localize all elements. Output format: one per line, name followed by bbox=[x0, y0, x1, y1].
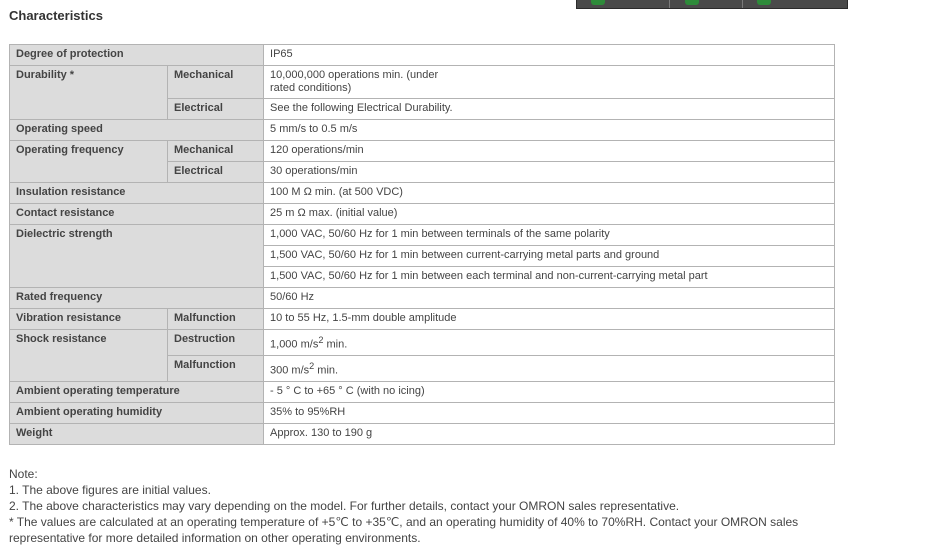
table-row bbox=[10, 183, 835, 204]
value-line: rated conditions) bbox=[270, 82, 352, 94]
note-line: * The values are calculated at an operating temperature of +5℃ to +35℃, and an operating humidity of 40% to 70%RH. Contact your OMRON sales representative for more detailed information on other operating environments. bbox=[9, 515, 799, 545]
row-value bbox=[264, 356, 835, 382]
row-label: Operating frequency bbox=[10, 141, 168, 183]
row-sublabel: Mechanical bbox=[168, 66, 264, 99]
row-value: 50/60 Hz bbox=[264, 288, 835, 309]
row-label: Dielectric strength bbox=[10, 225, 264, 288]
row-value: See the following Electrical Durability. bbox=[264, 99, 835, 120]
row-label: Insulation resistance bbox=[10, 183, 264, 204]
toolbar-icon[interactable] bbox=[685, 0, 699, 5]
row-sublabel: Destruction bbox=[168, 330, 264, 356]
row-value: - 5 ° C to +65 ° C (with no icing) bbox=[264, 382, 835, 403]
row-value: 1,500 VAC, 50/60 Hz for 1 min between each terminal and non-current-carrying metal part bbox=[264, 267, 835, 288]
row-value: 5 mm/s to 0.5 m/s bbox=[264, 120, 835, 141]
row-value: 30 operations/min bbox=[264, 162, 835, 183]
table-row bbox=[10, 403, 835, 424]
value-text: min. bbox=[323, 338, 348, 351]
row-value bbox=[264, 66, 835, 99]
notes-section bbox=[9, 466, 849, 546]
table-row bbox=[10, 141, 835, 162]
row-value: 1,500 VAC, 50/60 Hz for 1 min between current-carrying metal parts and ground bbox=[264, 246, 835, 267]
table-row bbox=[10, 120, 835, 141]
row-value: 25 m Ω max. (initial value) bbox=[264, 204, 835, 225]
value-line: 10,000,000 operations min. (under bbox=[270, 69, 439, 81]
row-sublabel: Electrical bbox=[168, 99, 264, 120]
note-line: 1. The above figures are initial values. bbox=[9, 483, 211, 497]
unit-superscript: 2 bbox=[309, 360, 315, 371]
table-row bbox=[10, 309, 835, 330]
note-line: 2. The above characteristics may vary depending on the model. For further details, contact your OMRON sales representative. bbox=[9, 499, 680, 513]
row-value bbox=[264, 330, 835, 356]
row-sublabel: Mechanical bbox=[168, 141, 264, 162]
unit-superscript: 2 bbox=[318, 334, 324, 345]
row-value: 120 operations/min bbox=[264, 141, 835, 162]
row-label: Vibration resistance bbox=[10, 309, 168, 330]
row-label: Ambient operating temperature bbox=[10, 382, 264, 403]
table-row bbox=[10, 382, 835, 403]
row-label: Rated frequency bbox=[10, 288, 264, 309]
table-row bbox=[10, 66, 835, 99]
row-value: IP65 bbox=[264, 45, 835, 66]
toolbar-icon[interactable] bbox=[757, 0, 771, 5]
toolbar-divider bbox=[669, 0, 670, 8]
row-label: Weight bbox=[10, 424, 264, 445]
row-label: Contact resistance bbox=[10, 204, 264, 225]
value-text: 300 m/s bbox=[270, 364, 310, 377]
table-row bbox=[10, 225, 835, 246]
row-value: 10 to 55 Hz, 1.5-mm double amplitude bbox=[264, 309, 835, 330]
row-value: 1,000 VAC, 50/60 Hz for 1 min between terminals of the same polarity bbox=[264, 225, 835, 246]
table-row bbox=[10, 45, 835, 66]
row-label: Shock resistance bbox=[10, 330, 168, 382]
table-row bbox=[10, 204, 835, 225]
row-sublabel: Malfunction bbox=[168, 356, 264, 382]
value-text: 1,000 m/s bbox=[270, 338, 319, 351]
row-value: 100 M Ω min. (at 500 VDC) bbox=[264, 183, 835, 204]
characteristics-table bbox=[9, 44, 835, 445]
toolbar-icon[interactable] bbox=[591, 0, 605, 5]
row-sublabel: Malfunction bbox=[168, 309, 264, 330]
page-title: Characteristics bbox=[9, 8, 103, 23]
row-label: Ambient operating humidity bbox=[10, 403, 264, 424]
value-text: min. bbox=[314, 364, 339, 377]
notes-heading: Note: bbox=[9, 467, 38, 481]
toolbar-divider bbox=[742, 0, 743, 8]
row-label: Durability * bbox=[10, 66, 168, 120]
row-value: Approx. 130 to 190 g bbox=[264, 424, 835, 445]
table-row bbox=[10, 330, 835, 356]
row-label: Operating speed bbox=[10, 120, 264, 141]
top-toolbar-strip bbox=[576, 0, 848, 9]
table-row bbox=[10, 424, 835, 445]
row-value: 35% to 95%RH bbox=[264, 403, 835, 424]
table-row bbox=[10, 288, 835, 309]
row-sublabel: Electrical bbox=[168, 162, 264, 183]
row-label: Degree of protection bbox=[10, 45, 264, 66]
